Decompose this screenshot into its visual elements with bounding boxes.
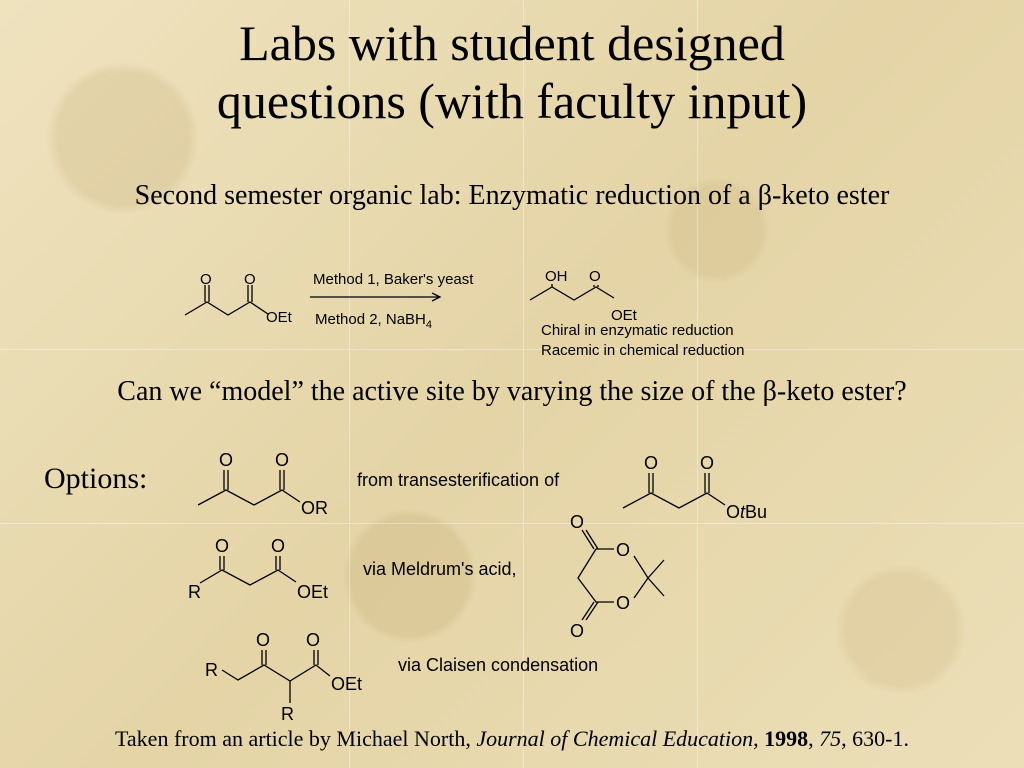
atom-label: OR	[301, 498, 328, 518]
atom-label: O	[256, 630, 271, 650]
citation: Taken from an article by Michael North, Journal of Chemical Education, 1998, 75, 630-1.	[115, 726, 909, 751]
citation-year: 1998	[764, 726, 809, 751]
atom-label: O	[589, 268, 601, 285]
options-label: Options:	[44, 462, 148, 495]
claisen-label: via Claisen condensation	[398, 655, 599, 675]
atom-label: O	[244, 271, 256, 288]
transesterification-label: from transesterification of	[357, 470, 560, 490]
atom-label: O	[219, 450, 234, 470]
method-1-label: Method 1, Baker's yeast	[313, 271, 474, 288]
scheme-note: Racemic in chemical reduction	[541, 342, 745, 359]
atom-label: R	[281, 704, 294, 724]
research-question: Can we “model” the active site by varying the size of the β-keto ester?	[117, 376, 907, 407]
atom-label: OEt	[266, 309, 292, 326]
title-line-2: questions (with faculty input)	[216, 73, 808, 129]
atom-label: R	[188, 582, 201, 602]
citation-volume: 75	[819, 726, 842, 751]
atom-label: O	[271, 536, 286, 556]
atom-label: O	[570, 621, 585, 641]
reactant-backbone	[185, 302, 268, 315]
atom-label: OH	[545, 268, 568, 285]
atom-label: O	[215, 536, 230, 556]
atom-label: O	[275, 450, 290, 470]
atom-label: OtBu	[726, 502, 768, 522]
atom-label: O	[200, 271, 212, 288]
journal-name: Journal of Chemical Education	[476, 726, 754, 751]
atom-label: O	[306, 630, 321, 650]
atom-label: OEt	[611, 307, 637, 324]
slide-subtitle: Second semester organic lab: Enzymatic reduction of a β-keto ester	[134, 180, 890, 211]
atom-label: OEt	[331, 674, 363, 694]
atom-label: O	[644, 453, 659, 473]
method-2-label: Method 2, NaBH$_4$	[315, 311, 433, 331]
atom-label: OEt	[297, 582, 329, 602]
atom-label: O	[616, 593, 631, 613]
title-line-1: Labs with student designed	[239, 15, 785, 71]
meldrum-label: via Meldrum's acid,	[363, 559, 517, 579]
atom-label: O	[700, 453, 715, 473]
atom-label: O	[616, 540, 631, 560]
atom-label: O	[570, 512, 585, 532]
scheme-note: Chiral in enzymatic reduction	[541, 322, 734, 339]
atom-label: R	[205, 660, 218, 680]
